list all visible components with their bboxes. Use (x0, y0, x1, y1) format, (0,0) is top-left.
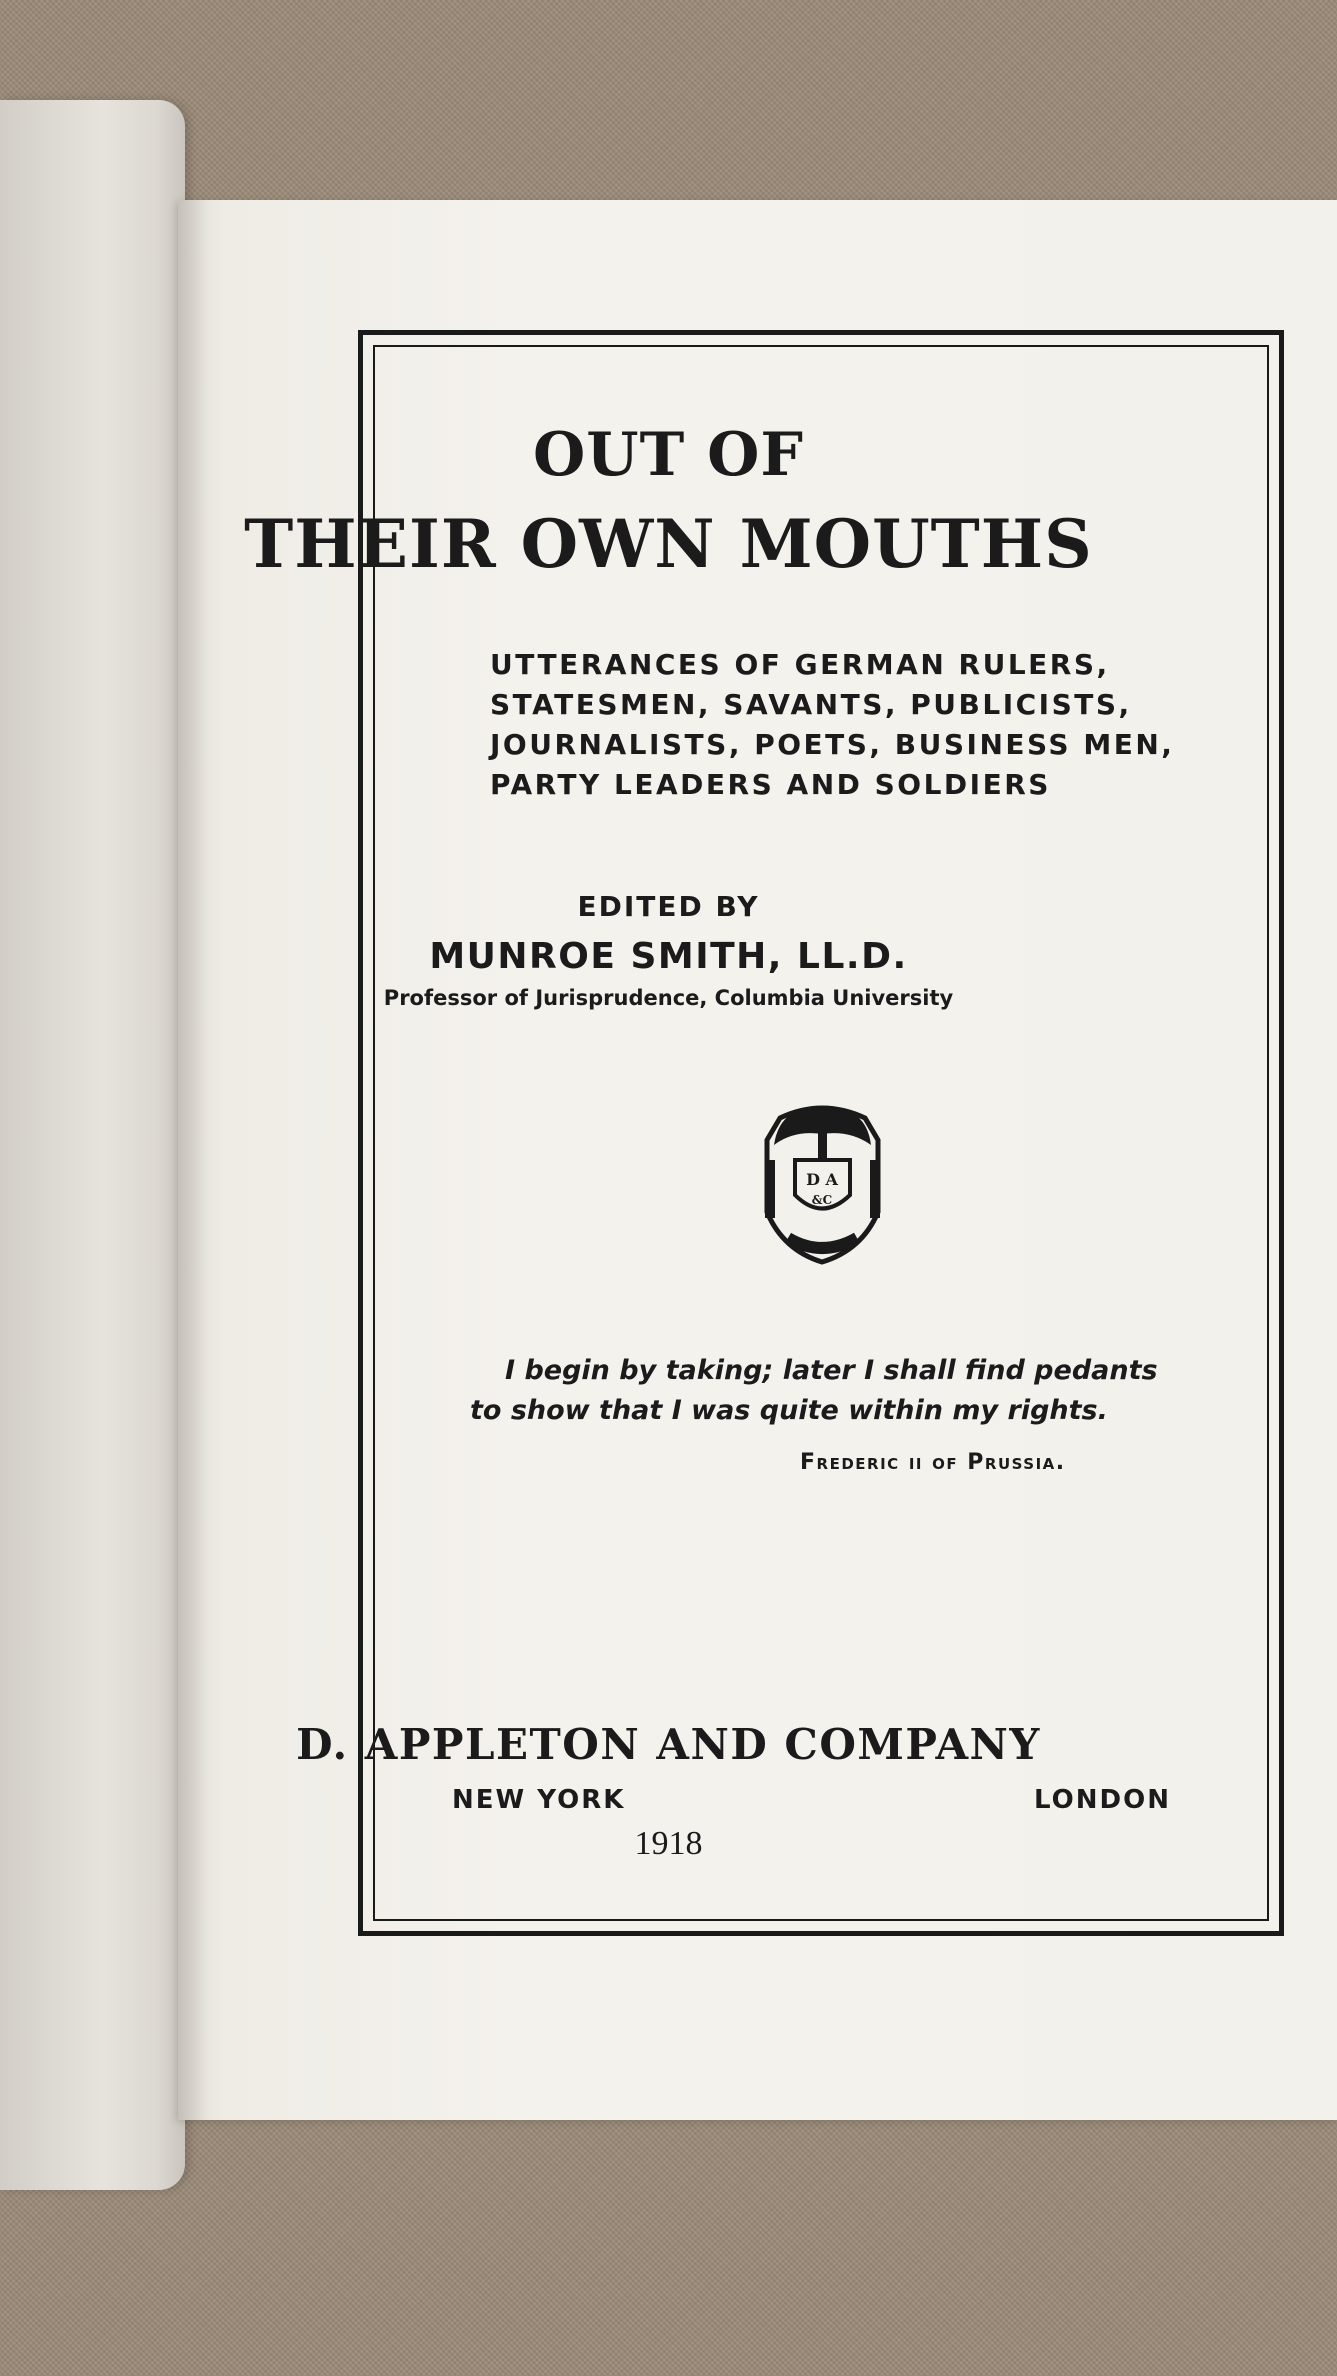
editor-name: MUNROE SMITH, LL.D. (429, 936, 908, 977)
editor-affiliation: Professor of Jurisprudence, Columbia University (383, 986, 954, 1010)
svg-text:D A: D A (806, 1170, 838, 1189)
publisher-name: D. APPLETON AND COMPANY (296, 1720, 1041, 1769)
subtitle-line: UTTERANCES OF GERMAN RULERS, (490, 648, 1110, 681)
title-line-1: OUT OF (533, 420, 804, 490)
epigraph-line-1: I begin by taking; later I shall find pedants (505, 1355, 1158, 1386)
svg-text:&C: &C (811, 1193, 833, 1207)
subtitle-line: JOURNALISTS, POETS, BUSINESS MEN, (490, 728, 1175, 761)
left-page (0, 100, 185, 2190)
publication-year: 1918 (634, 1825, 703, 1862)
edited-by-label: EDITED BY (577, 890, 760, 923)
title-line-2: THEIR OWN MOUTHS (244, 505, 1093, 583)
epigraph-attribution: Frederic ii of Prussia. (800, 1450, 1066, 1475)
subtitle-line: PARTY LEADERS AND SOLDIERS (490, 768, 1051, 801)
subtitle-line: STATESMEN, SAVANTS, PUBLICISTS, (490, 688, 1132, 721)
publisher-device-icon (750, 1100, 895, 1268)
city-new-york: NEW YORK (452, 1785, 626, 1815)
epigraph-line-2: to show that I was quite within my rights. (470, 1395, 1108, 1426)
city-london: LONDON (1034, 1785, 1171, 1815)
